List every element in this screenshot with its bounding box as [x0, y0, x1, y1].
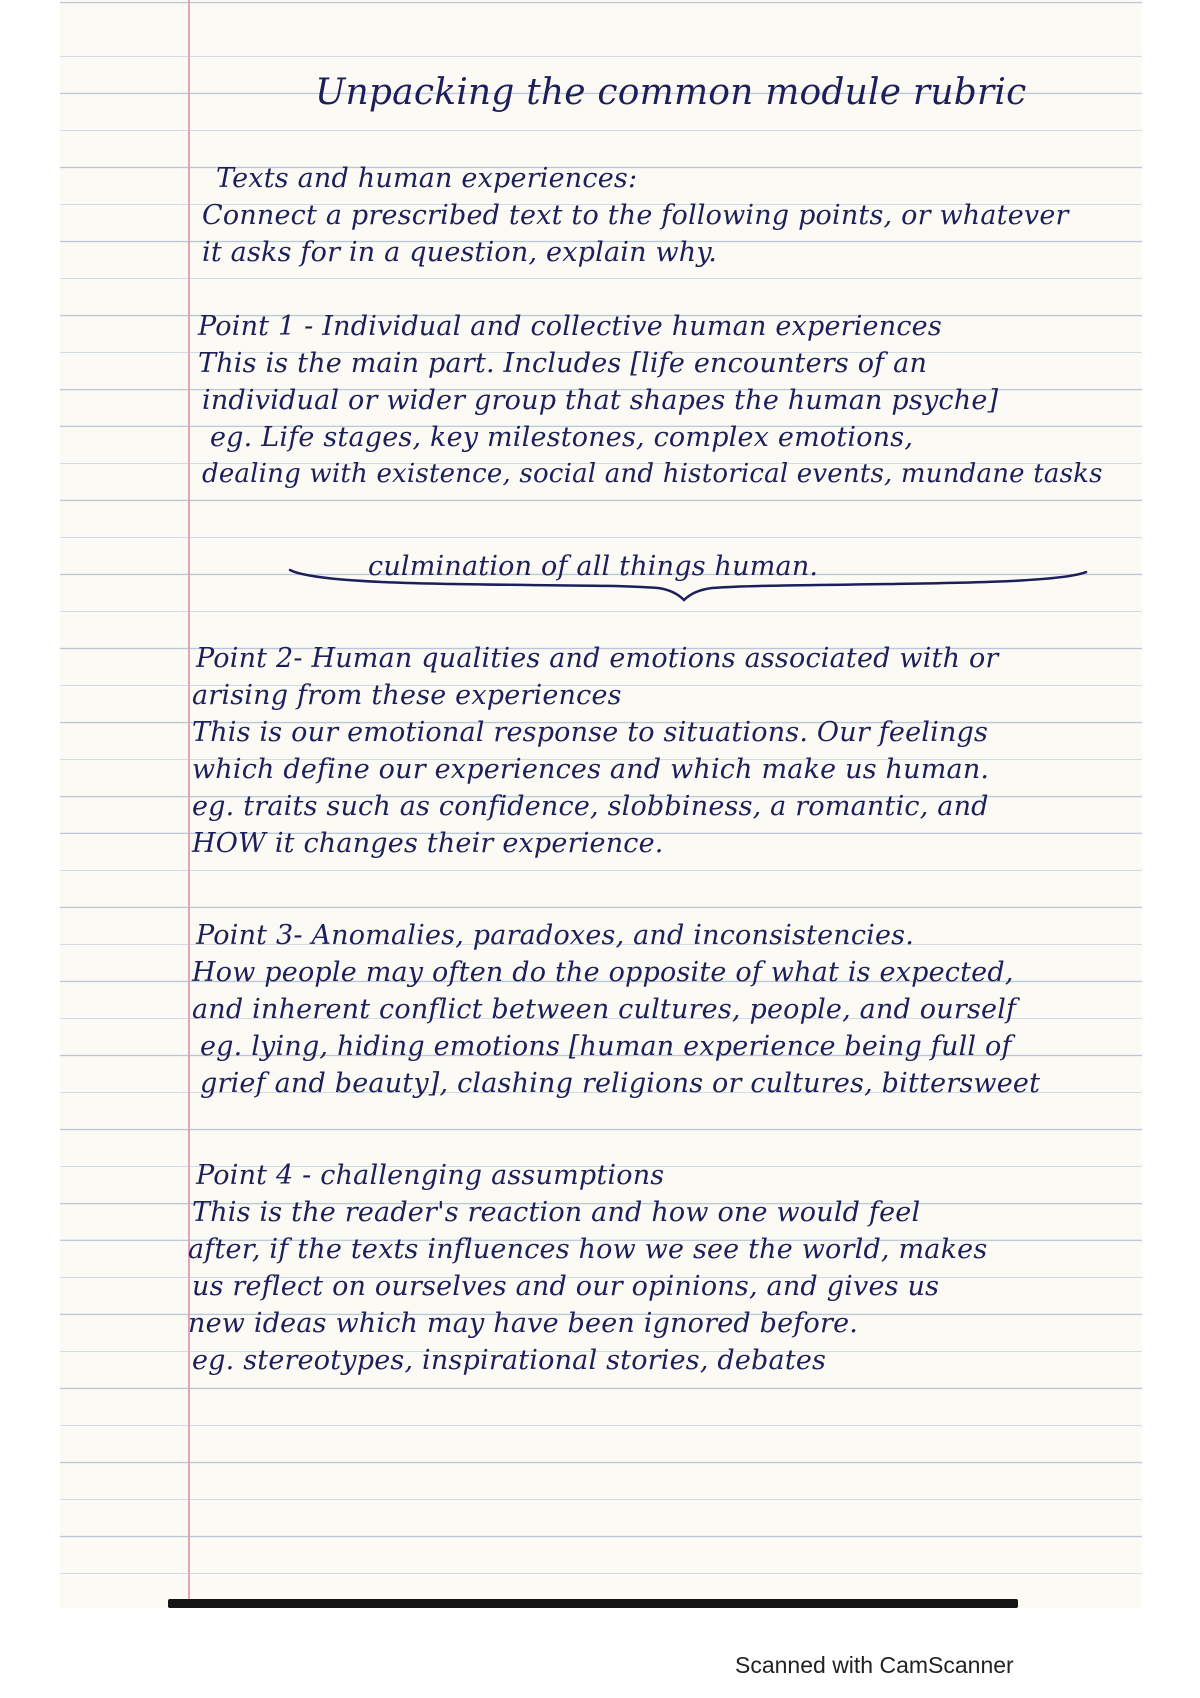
point-1-heading: Point 1 - Individual and collective human experiences: [198, 311, 942, 342]
page-bottom-edge: [168, 1599, 1018, 1608]
margin-line: [188, 0, 190, 1608]
point-1-line: dealing with existence, social and historical events, mundane tasks: [202, 459, 1103, 489]
intro-heading: Texts and human experiences:: [216, 163, 638, 194]
point-4-line: This is the reader's reaction and how one would feel: [192, 1197, 921, 1228]
point-2-line: This is our emotional response to situations. Our feelings: [192, 717, 989, 748]
point-1-line: This is the main part. Includes [life encounters of an: [198, 348, 928, 379]
point-4-line: after, if the texts influences how we see the world, makes: [188, 1234, 988, 1265]
point-3-heading: Point 3- Anomalies, paradoxes, and inconsistencies.: [196, 920, 915, 951]
point-2-heading: Point 2- Human qualities and emotions associated with or: [196, 643, 999, 674]
notebook-page: [60, 0, 1142, 1608]
point-4-line: us reflect on ourselves and our opinions, and gives us: [192, 1271, 940, 1302]
point-2-line: eg. traits such as confidence, slobbiness, a romantic, and: [192, 791, 989, 822]
point-2-line: HOW it changes their experience.: [192, 828, 664, 859]
point-1-summary: culmination of all things human.: [368, 551, 819, 582]
page-title: Unpacking the common module rubric: [315, 72, 1027, 113]
point-1-line: eg. Life stages, key milestones, complex emotions,: [210, 422, 914, 453]
point-2-line: arising from these experiences: [192, 680, 622, 711]
intro-line: Connect a prescribed text to the following points, or whatever: [202, 200, 1069, 231]
point-2-line: which define our experiences and which make us human.: [192, 754, 990, 785]
point-3-line: and inherent conflict between cultures, people, and ourself: [192, 994, 1017, 1025]
point-3-line: How people may often do the opposite of what is expected,: [192, 957, 1014, 988]
point-3-line: grief and beauty], clashing religions or cultures, bittersweet: [200, 1068, 1041, 1099]
scanner-watermark: Scanned with CamScanner: [735, 1652, 1014, 1678]
point-4-heading: Point 4 - challenging assumptions: [196, 1160, 665, 1191]
intro-line: it asks for in a question, explain why.: [202, 237, 718, 268]
point-1-line: individual or wider group that shapes the human psyche]: [202, 385, 999, 416]
point-4-line: new ideas which may have been ignored before.: [188, 1308, 859, 1339]
point-3-line: eg. lying, hiding emotions [human experience being full of: [200, 1031, 1012, 1062]
point-4-line: eg. stereotypes, inspirational stories, debates: [192, 1345, 827, 1376]
